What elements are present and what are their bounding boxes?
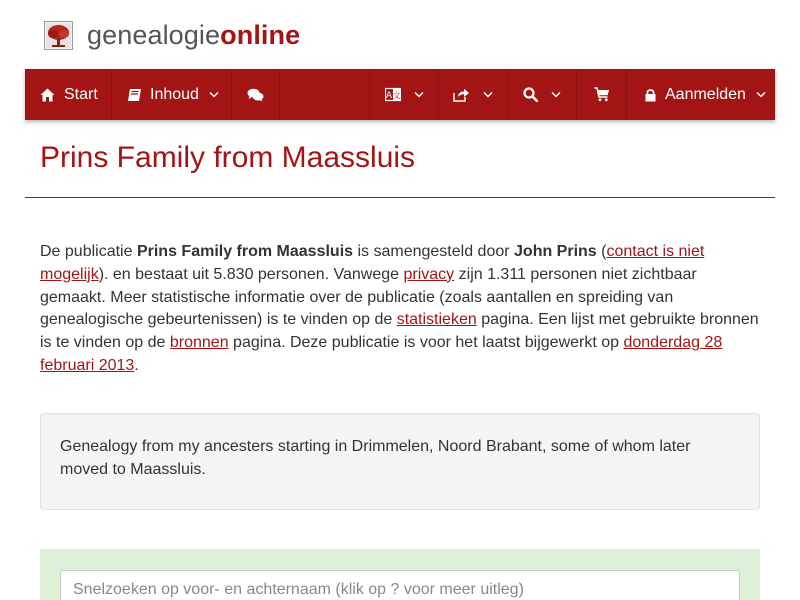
svg-text:A: A: [385, 90, 392, 101]
contact-link[interactable]: contact is niet mogelijk: [40, 243, 705, 283]
nav-spacer: [280, 69, 370, 120]
page-title: Prins Family from Maassluis: [40, 141, 416, 174]
publication-name: Prins Family from Maassluis: [136, 243, 354, 260]
chevron-down-icon: [414, 91, 424, 98]
svg-text:文: 文: [392, 90, 401, 100]
nav-inhoud[interactable]: [112, 69, 232, 120]
nav-start-label: Start: [64, 85, 98, 103]
nav-cart[interactable]: [577, 69, 627, 120]
privacy-link[interactable]: privacy: [403, 265, 455, 283]
title-divider: [25, 197, 775, 198]
chevron-down-icon: [483, 91, 493, 98]
description-text: Genealogy from my ancesters starting in Drimmelen, Noord Brabant, some of whom later moved to Maassluis.: [60, 438, 691, 478]
nav-forum[interactable]: [232, 69, 280, 120]
nav-search[interactable]: [508, 69, 577, 120]
quick-search-input[interactable]: [60, 570, 740, 600]
sources-link[interactable]: bronnen: [169, 334, 229, 352]
quick-search-panel: [40, 549, 760, 600]
publication-description: [40, 413, 760, 510]
search-icon: [523, 87, 538, 102]
language-icon: [385, 87, 401, 103]
publication-intro: De publicatie Prins Family from Maassluis is samengesteld door John Prins (contact is niet mogelijk). en bestaat uit 5.830 personen. Vanwege privacy zijn 1.311 personen niet zichtbaar gemaakt. Meer statistische informatie over de publicatie (zoals aantallen en spreiding van genealogische gebeurtenissen) is te vinden op de statistieken pagina. Een lijst met gebruikte bronnen is te vinden op de bronnen pagina. Deze publicatie is voor het laatst bijgewerkt op donderdag 28 februari 2013.: [40, 243, 759, 374]
chevron-down-icon: [209, 91, 219, 98]
statistics-link[interactable]: statistieken: [396, 311, 477, 329]
last-updated-link[interactable]: donderdag 28 februari 2013: [40, 334, 723, 374]
nav-start[interactable]: [25, 69, 112, 120]
comments-icon: [247, 88, 264, 102]
home-icon: [40, 88, 55, 102]
nav-login[interactable]: [627, 69, 775, 120]
tree-icon: [44, 21, 73, 50]
logo-text: genealogieonline: [87, 19, 301, 50]
nav-language[interactable]: [370, 69, 439, 120]
share-icon: [453, 88, 470, 102]
author-name: John Prins: [514, 243, 597, 260]
nav-login-label: Aanmelden: [665, 85, 746, 103]
book-icon: [127, 88, 142, 102]
lock-icon: [645, 88, 656, 102]
nav-inhoud-label: Inhoud: [150, 85, 199, 103]
shopping-cart-icon: [594, 87, 610, 102]
chevron-down-icon: [551, 91, 561, 98]
site-logo[interactable]: [44, 18, 300, 52]
main-navbar: [25, 69, 775, 120]
nav-share[interactable]: [439, 69, 508, 120]
chevron-down-icon: [756, 91, 766, 98]
